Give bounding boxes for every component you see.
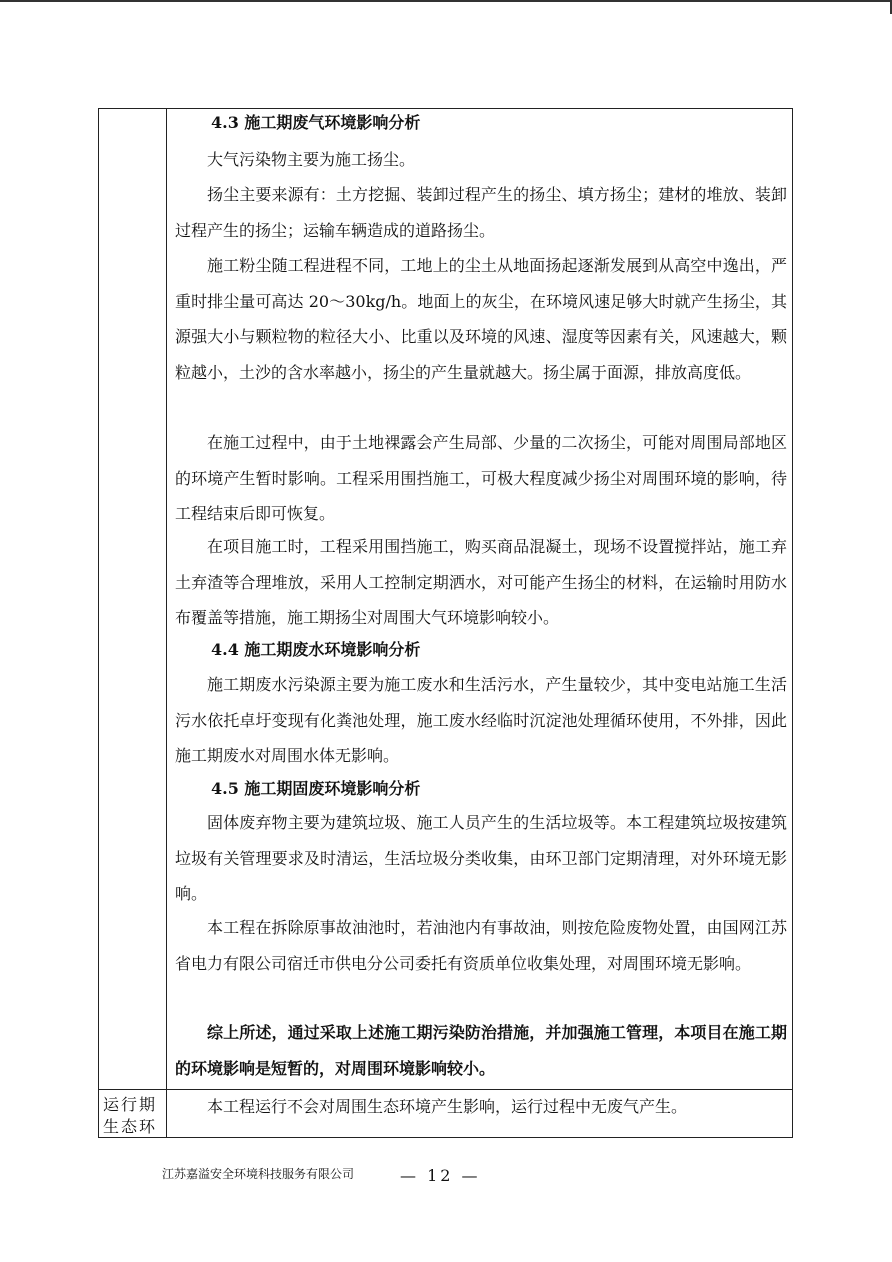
bottom-row-label-line1: 运行期 [103,1095,158,1114]
section-heading-4-4: 4.4 施工期废水环境影响分析 [211,640,421,659]
paragraph-s45-p1: 固体废弃物主要为建筑垃圾、施工人员产生的生活垃圾等。本工程建筑垃圾按建筑垃圾有关管理要求及时清运，生活垃圾分类收集，由环卫部门定期清理，对外环境无影响。 [175,813,787,903]
document-table [98,108,793,1138]
section-heading-4-5: 4.5 施工期固废环境影响分析 [211,779,421,798]
paragraph-s43-p4: 在施工过程中，由于土地裸露会产生局部、少量的二次扬尘，可能对周围局部地区的环境产生暂时影响。工程采用围挡施工，可极大程度减少扬尘对周围环境的影响，待工程结束后即可恢复。 [175,433,787,523]
paragraph-s45-p2: 本工程在拆除原事故油池时，若油池内有事故油，则按危险废物处置，由国网江苏省电力有限公司宿迁市供电分公司委托有资质单位收集处理，对周围环境无影响。 [175,918,787,973]
table-row-divider [99,1089,792,1090]
paragraph-s43-p3: 施工粉尘随工程进程不同，工地上的尘土从地面扬起逐渐发展到从高空中逸出，严重时排尘量可高达 20～30kg/h。地面上的灰尘，在环境风速足够大时就产生扬尘，其源强大小与颗粒物的粒径大小、比重以及环境的风速、湿度等因素有关，风速越大，颗粒越小，土沙的含水率越小，扬尘的产生量就越大。扬尘属于面源，排放高度低。 [175,256,787,382]
footer-company-name: 江苏嘉溢安全环境科技服务有限公司 [162,1167,355,1181]
table-label-column [99,109,167,1137]
paragraph-s43-p1: 大气污染物主要为施工扬尘。 [207,150,416,169]
top-edge-line [0,0,892,2]
summary-paragraph: 综上所述，通过采取上述施工期污染防治措施，并加强施工管理，本项目在施工期的环境影响是短暂的，对周围环境影响较小。 [175,1023,787,1078]
section-heading-4-3: 4.3 施工期废气环境影响分析 [211,113,421,132]
paragraph-s43-p2: 扬尘主要来源有：土方挖掘、装卸过程产生的扬尘、填方扬尘；建材的堆放、装卸过程产生的扬尘；运输车辆造成的道路扬尘。 [175,185,787,240]
bottom-row-text: 本工程运行不会对周围生态环境产生影响，运行过程中无废气产生。 [207,1097,688,1116]
paragraph-s44-p1: 施工期废水污染源主要为施工废水和生活污水，产生量较少，其中变电站施工生活污水依托卓圩变现有化粪池处理，施工废水经临时沉淀池处理循环使用，不外排，因此施工期废水对周围水体无影响。 [175,675,787,765]
paragraph-s43-p5: 在项目施工时，工程采用围挡施工，购买商品混凝土，现场不设置搅拌站，施工弃土弃渣等合理堆放，采用人工控制定期洒水，对可能产生扬尘的材料，在运输时用防水布覆盖等措施，施工期扬尘对周围大气环境影响较小。 [175,537,787,627]
footer-page-number: — 12 — [400,1166,481,1185]
bottom-row-label-line2: 生态环 [103,1117,158,1136]
